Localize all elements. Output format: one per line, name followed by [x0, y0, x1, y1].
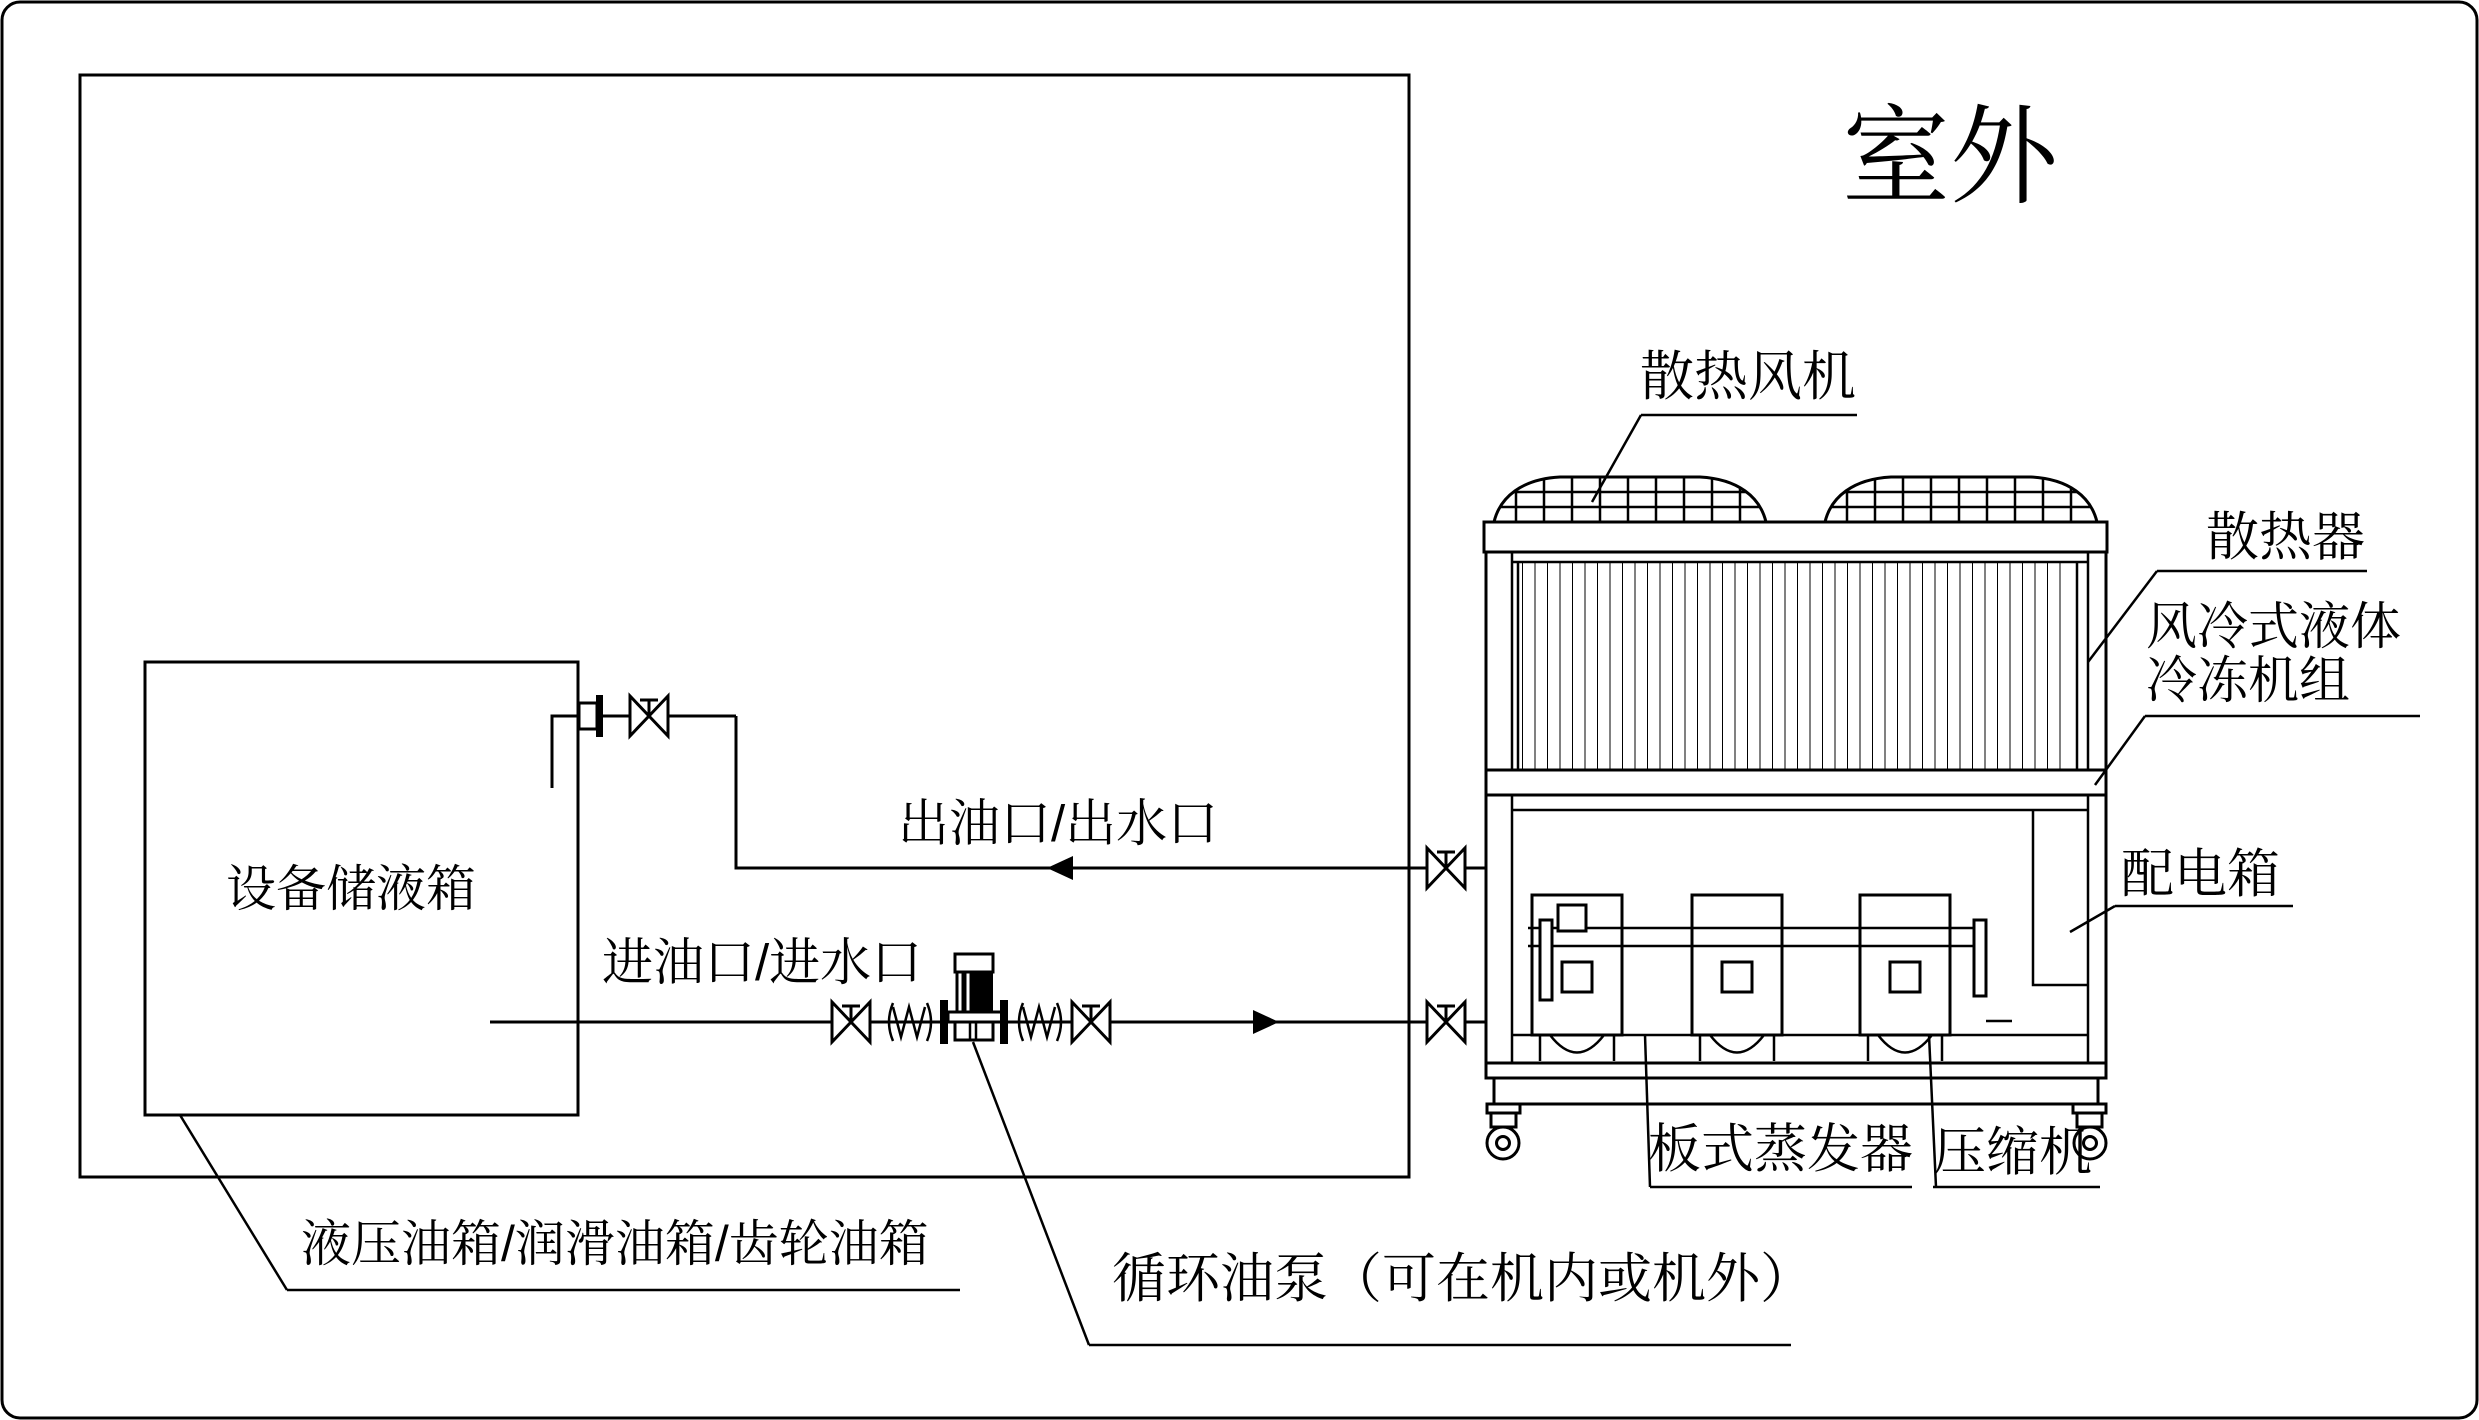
- label-oil-tank-types: 液压油箱/润滑油箱/齿轮油箱: [301, 1216, 929, 1272]
- shutoff-valve-icon: [1072, 1002, 1110, 1042]
- shutoff-valve-icon: [1427, 1002, 1465, 1042]
- label-chiller-unit-line1: 风冷式液体: [2146, 598, 2402, 655]
- shutoff-valve-icon: [630, 696, 668, 736]
- chiller-base: [1486, 1063, 2106, 1104]
- caster-left-icon: [1487, 1104, 1520, 1159]
- circulation-pump: [948, 954, 1002, 1040]
- label-equipment-tank: 设备储液箱: [226, 861, 476, 917]
- outlet-pipe: [552, 695, 1486, 888]
- compressor-2-port: [1722, 962, 1752, 992]
- radiator-fins: [1512, 562, 2088, 770]
- label-power-box: 配电箱: [2121, 845, 2280, 904]
- compressor-1-port: [1562, 962, 1592, 992]
- label-outlet-port: 出油口/出水口: [898, 795, 1219, 852]
- flow-arrow-left-icon: [1047, 856, 1073, 880]
- label-leader-lines: [180, 415, 2420, 1345]
- tank-flange-bar: [596, 695, 603, 737]
- label-inlet-port: 进油口/进水口: [602, 934, 923, 991]
- shutoff-valve-icon: [832, 1002, 870, 1042]
- label-chiller-unit: [2146, 600, 2401, 708]
- page-title: 室外: [1842, 96, 2059, 217]
- chiller-unit: [1484, 474, 2107, 1159]
- distribution-box: [2033, 810, 2088, 985]
- label-chiller-unit-line2: 冷冻机组: [2146, 652, 2351, 710]
- fan-grille-left-icon: [1490, 474, 1770, 522]
- label-radiator: 散热器: [2206, 508, 2365, 567]
- label-cooling-fan: 散热风机: [1640, 347, 1856, 407]
- pump-flange-bar: [1000, 1000, 1008, 1044]
- machine-room-boundary-box: [80, 75, 1409, 1177]
- compressor-3-port: [1890, 962, 1920, 992]
- label-circulation-pump: 循环油泵（可在机内或机外）: [1112, 1249, 1814, 1309]
- shutoff-valve-icon: [1427, 848, 1465, 888]
- tank-flange-square: [579, 703, 597, 729]
- fan-grille-right-icon: [1821, 474, 2101, 522]
- label-plate-evaporator: 板式蒸发器: [1648, 1120, 1913, 1179]
- label-compressor: 压缩机: [1933, 1123, 2092, 1182]
- flow-arrow-right-icon: [1253, 1010, 1279, 1034]
